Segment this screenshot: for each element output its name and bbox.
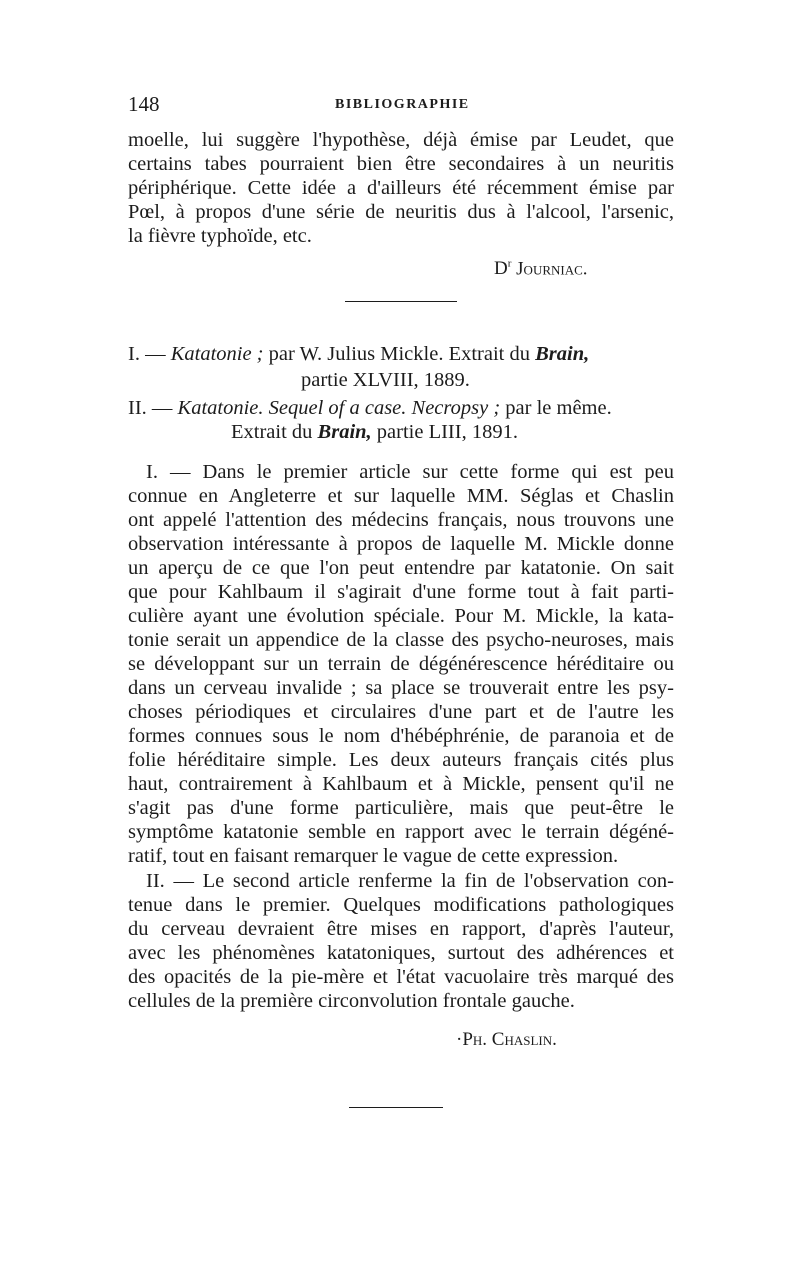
signature-prefix: $D^r$	[494, 258, 512, 280]
text-line: certains tabes pourraient bien être secondaires à un neuritis	[128, 153, 674, 175]
signature-name: Journiac.	[516, 258, 588, 280]
text-line: du cerveau devraient être mises en rapport, d'après l'auteur,	[128, 918, 674, 940]
text-line: I. — Dans le premier article sur cette forme qui est peu	[146, 461, 674, 483]
reference-prefix: Extrait du	[231, 421, 313, 443]
text-line: des opacités de la pie-mère et l'état vacuolaire très marqué des	[128, 966, 674, 988]
text-line: formes connues sous le nom d'hébéphrénie, de paranoia et de	[128, 725, 674, 747]
reference-author: par le même.	[505, 397, 612, 419]
text-line: ont appelé l'attention des médecins français, nous trouvons une	[128, 509, 674, 531]
text-line: tonie serait un appendice de la classe des psycho-neuroses, mais	[128, 629, 674, 651]
reference-number: I. —	[128, 343, 166, 365]
text-line: la fièvre typhoïde, etc.	[128, 225, 312, 247]
intro-paragraph	[128, 128, 674, 248]
section-divider	[349, 1107, 443, 1108]
text-line: cellules de la première circonvolution frontale gauche.	[128, 990, 575, 1012]
reference-journal: Brain,	[317, 421, 372, 443]
text-line: symptôme katatonie semble en rapport avec le terrain dégéné-	[128, 821, 674, 843]
text-line: folie héréditaire simple. Les deux auteurs français cités plus	[128, 749, 674, 771]
text-line: s'agit pas d'une forme particulière, mais que peut-être le	[128, 797, 674, 819]
text-line: se développant sur un terrain de dégénérescence héréditaire ou	[128, 653, 674, 675]
reference-1-line-1	[128, 342, 674, 366]
text-line: haut, contrairement à Kahlbaum et à Mickle, pensent qu'il ne	[128, 773, 674, 795]
text-line: choses périodiques et circulaires d'une part et de l'autre les	[128, 701, 674, 723]
review-paragraph-2	[128, 869, 674, 1013]
text-line: périphérique. Cette idée a d'ailleurs été récemment émise par	[128, 177, 674, 199]
running-title: BIBLIOGRAPHIE	[335, 97, 470, 112]
reference-title: Katatonie. Sequel of a case. Necropsy ;	[177, 397, 501, 419]
text-line: un aperçu de ce que l'on peut entendre par katatonie. On sait	[128, 557, 674, 579]
text-line: ratif, tout en faisant remarquer le vague de cette expression.	[128, 845, 619, 867]
text-line: moelle, lui suggère l'hypothèse, déjà émise par Leudet, que	[128, 129, 674, 151]
reference-2-line-1	[128, 396, 612, 420]
reference-2-line-2	[231, 420, 518, 444]
text-line: tenue dans le premier. Quelques modifications pathologiques	[128, 894, 674, 916]
reference-author: par W. Julius Mickle. Extrait du	[268, 343, 530, 365]
signature-journiac	[494, 252, 588, 281]
text-line: avec les phénomènes katatoniques, surtout des adhérences et	[128, 942, 674, 964]
section-divider	[345, 301, 457, 302]
text-line: Pœl, à propos d'une série de neuritis dus à l'alcool, l'arsenic,	[128, 201, 674, 223]
reference-number: II. —	[128, 397, 173, 419]
review-paragraph-1	[128, 460, 674, 868]
text-line: II. — Le second article renferme la fin de l'observation con-	[146, 870, 674, 892]
reference-1-line-2: partie XLVIII, 1889.	[301, 369, 470, 391]
reference-suffix: partie LIII, 1891.	[376, 421, 518, 443]
text-line: observation intéressante à propos de laquelle M. Mickle donne	[128, 533, 674, 555]
signature-chaslin: ·Ph. Chaslin.	[456, 1029, 557, 1050]
text-line: culière ayant une évolution spéciale. Pour M. Mickle, la kata-	[128, 605, 674, 627]
page-number: 148	[128, 92, 160, 116]
text-line: connue en Angleterre et sur laquelle MM. Séglas et Chaslin	[128, 485, 674, 507]
text-line: dans un cerveau invalide ; sa place se trouverait entre les psy-	[128, 677, 674, 699]
text-line: que pour Kahlbaum il s'agirait d'une forme tout à fait parti-	[128, 581, 674, 603]
reference-journal: Brain,	[535, 343, 590, 365]
reference-title: Katatonie ;	[170, 343, 264, 365]
